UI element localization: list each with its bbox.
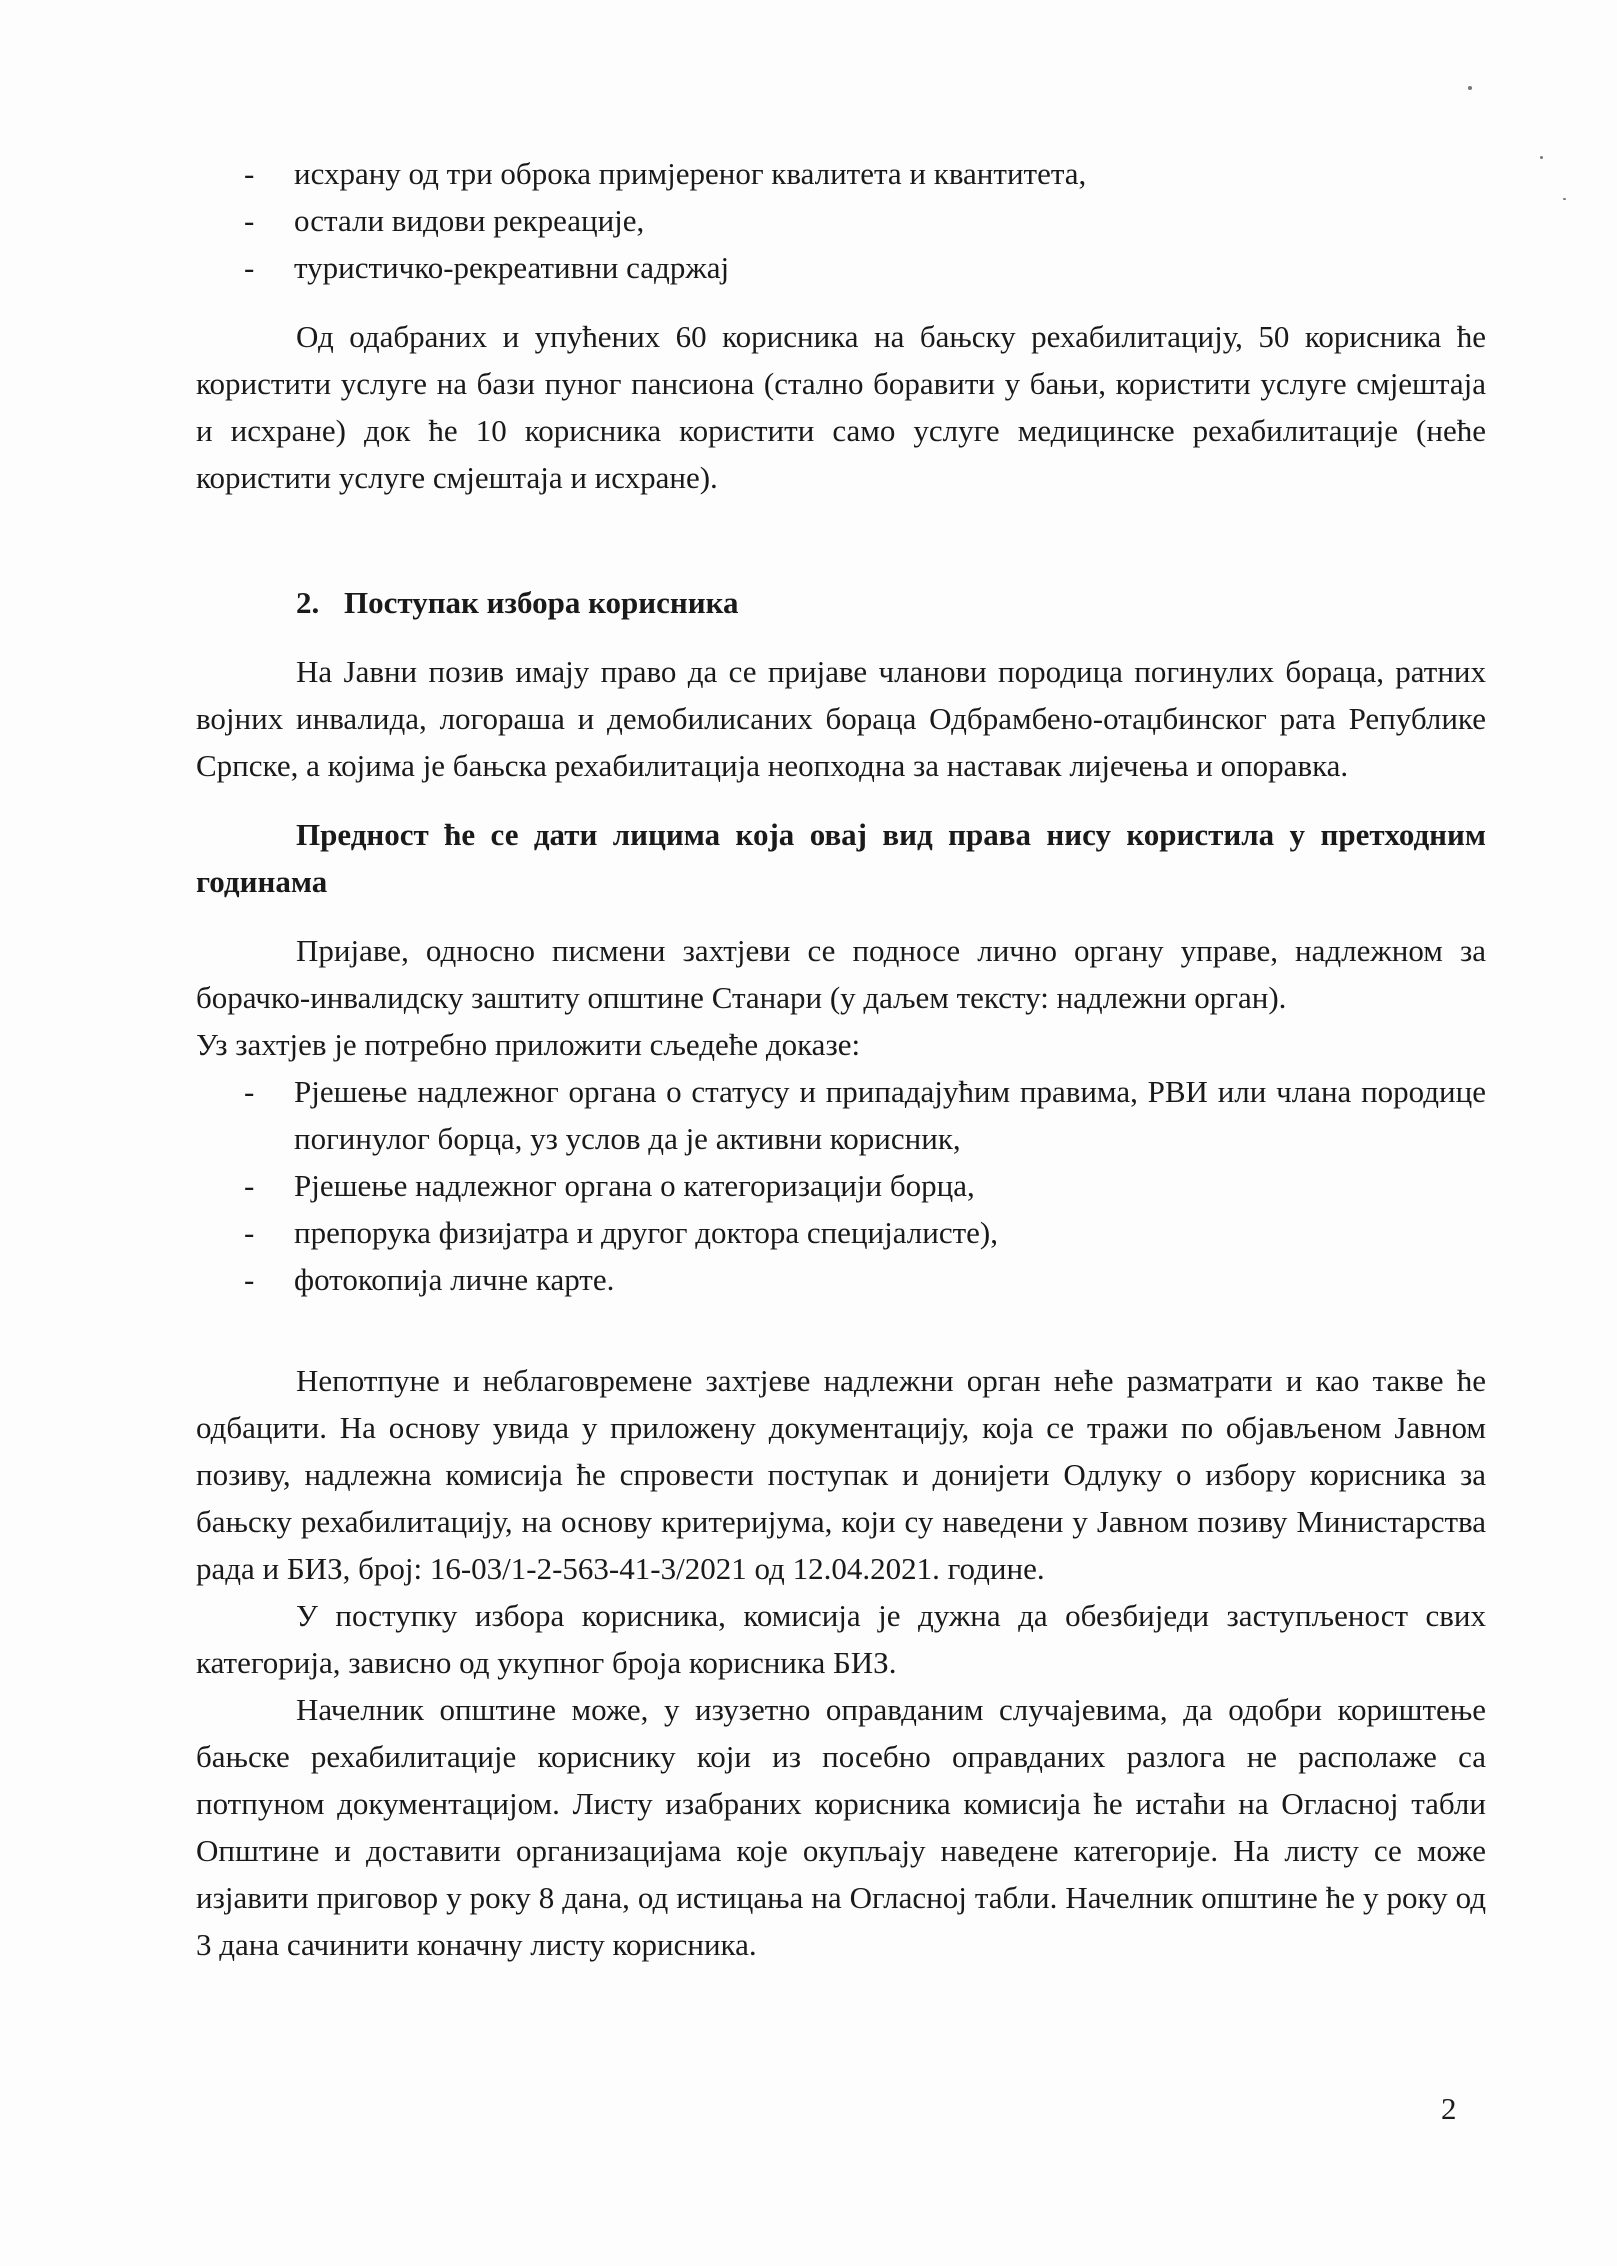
proofs-list [196,1068,1486,1303]
list-item: - Рјешење надлежног органа о статусу и припадајућим правима, РВИ или члана породице погинулог борца, уз услов да је активни корисник, [244,1074,1486,1156]
proofs-intro: Уз захтјев је потребно приложити сљедеће доказе: [196,1027,861,1062]
list-item: - исхрану од три оброка примјереног квалитета и квантитета, [244,156,1087,191]
list-item: - фотокопија личне карте. [244,1262,615,1297]
list-item: - Рјешење надлежног органа о категоризацији борца, [244,1168,975,1203]
section-heading [196,579,1486,626]
page-number: 2 [1441,2091,1457,2126]
paragraph-incomplete-requests: Непотпуне и неблаговремене захтјеве надлежни орган неће разматрати и као такве ће одбацити. На основу увида у приложену документацију, која се тражи по објављеном Јавном позиву, надлежна комисија ће спровести поступак и донијети Одлуку о избору корисника за бањску рехабилитацију, на основу критеријума, који су наведени у Јавном позиву Министарства рада и БИЗ, број: 16-03/1-2-563-41-3/2021 од 12.04.2021. године. [196,1363,1486,1586]
paragraph-commission: У поступку избора корисника, комисија је дужна да обезбиједи заступљеност свих категорија, зависно од укупног броја корисника БИЗ. [196,1598,1486,1680]
section-number: 2. [296,585,320,620]
scan-speck [1468,86,1472,90]
document-body [196,150,1486,1968]
services-list [196,150,1486,291]
priority-note: Предност ће се дати лицима која овај вид права нису користила у претходним годинама [196,817,1486,899]
scan-speck [1540,156,1543,159]
list-item: - препорука физијатра и другог доктора специјалисте), [244,1215,998,1250]
list-item: - остали видови рекреације, [244,203,645,238]
paragraph-application: Пријаве, односно писмени захтјеви се подносе лично органу управе, надлежном за борачко-инвалидску заштиту општине Станари (у даљем тексту: надлежни орган). [196,933,1486,1015]
paragraph-eligibility: На Јавни позив имају право да се пријаве чланови породица погинулих бораца, ратних војних инвалида, логораша и демобилисаних бораца Одбрамбено-отаџбинског рата Републике Српске, а којима је бањска рехабилитација неопходна за наставак лијечења и опоравка. [196,654,1486,783]
paragraph-mayor: Начелник општине може, у изузетно оправданим случајевима, да одобри кориштење бањске рехабилитације кориснику који из посебно оправданих разлога не располаже са потпуном документацијом. Листу изабраних корисника комисија ће истаћи на Огласној табли Општине и доставити организацијама које окупљају наведене категорије. На листу се може изјавити приговор у року 8 дана, од истицања на Огласној табли. Начелник општине ће у року од 3 дана сачинити коначну листу корисника. [196,1692,1486,1962]
scan-speck [1563,198,1566,200]
paragraph-users: Од одабраних и упућених 60 корисника на бањску рехабилитацију, 50 корисника ће користити услуге на бази пуног пансиона (стално боравити у бањи, користити услуге смјештаја и исхране) док ће 10 корисника користити само услуге медицинске рехабилитације (неће користити услуге смјештаја и исхране). [196,319,1486,495]
list-item: - туристичко-рекреативни садржај [244,250,730,285]
section-title: Поступак избора корисника [344,585,739,620]
